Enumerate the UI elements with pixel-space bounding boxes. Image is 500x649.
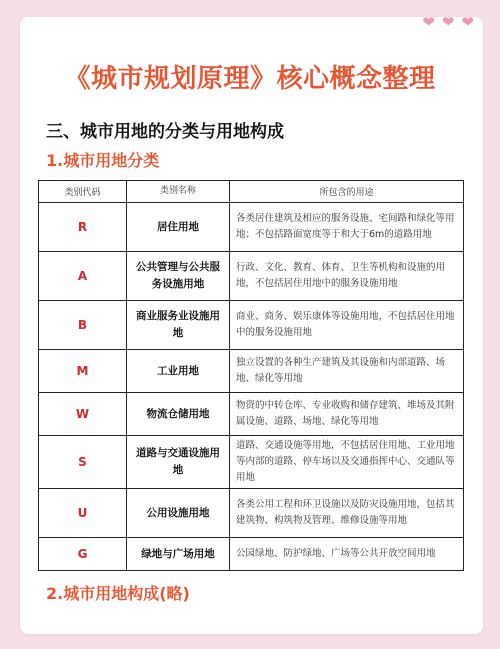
category-name: 物流仓储用地	[127, 393, 230, 436]
table-row	[39, 252, 464, 301]
category-code: B	[39, 301, 127, 350]
table-row	[39, 350, 464, 393]
category-name: 工业用地	[127, 350, 230, 393]
table-row	[39, 436, 464, 489]
land-use-classification-table	[38, 180, 464, 571]
category-usage: 公园绿地、防护绿地、广场等公共开放空间用地	[230, 538, 464, 571]
table-row	[39, 203, 464, 252]
subsection-heading-land-classification: 1.城市用地分类	[46, 151, 160, 170]
category-usage: 道路、交通设施等用地，不包括居住用地、工业用地等内部的道路、停车场以及交通指挥中心、交通队等用地	[230, 436, 464, 489]
category-code: S	[39, 436, 127, 489]
category-code: M	[39, 350, 127, 393]
category-usage: 各类居住建筑及相应的服务设施、宅间路和绿化等用地；不包括路面宽度等于和大于6m的道路用地	[230, 203, 464, 252]
table-row	[39, 489, 464, 538]
heart-icon: ❤	[422, 13, 435, 31]
category-usage: 行政、文化、教育、体育、卫生等机构和设施的用地，不包括居住用地中的服务设施用地	[230, 252, 464, 301]
category-code: G	[39, 538, 127, 571]
category-code: A	[39, 252, 127, 301]
section-heading: 三、城市用地的分类与用地构成	[46, 122, 284, 142]
category-usage: 商业、商务、娱乐康体等设施用地，不包括居住用地中的服务设施用地	[230, 301, 464, 350]
category-name: 公共管理与公共服务设施用地	[127, 252, 230, 301]
category-name: 居住用地	[127, 203, 230, 252]
table-row	[39, 393, 464, 436]
category-usage: 各类公用工程和环卫设施以及防灾设施用地，包括其建筑物、构筑物及管理、维修设施等用地	[230, 489, 464, 538]
column-header-name: 类别名称	[127, 181, 230, 203]
category-name: 商业服务业设施用地	[127, 301, 230, 350]
category-name: 公用设施用地	[127, 489, 230, 538]
category-name: 绿地与广场用地	[127, 538, 230, 571]
subsection-heading-land-composition: 2.城市用地构成(略)	[46, 584, 190, 603]
column-header-usage: 所包含的用途	[230, 181, 464, 203]
heart-icon: ❤	[441, 13, 455, 31]
category-usage: 独立设置的各种生产建筑及其设施和内部道路、场地、绿化等用地	[230, 350, 464, 393]
category-name: 道路与交通设施用地	[127, 436, 230, 489]
column-header-code: 类别代码	[39, 181, 127, 203]
table-row	[39, 538, 464, 571]
category-code: W	[39, 393, 127, 436]
category-code: U	[39, 489, 127, 538]
category-usage: 物资的中转仓库、专业收购和储存建筑、堆场及其附属设施、道路、场地、绿化等用地	[230, 393, 464, 436]
heart-icon: ❤	[461, 13, 474, 31]
heart-decoration	[422, 15, 474, 30]
table-header-row	[39, 181, 464, 203]
category-code: R	[39, 203, 127, 252]
table-row	[39, 301, 464, 350]
page-title: 《城市规划原理》核心概念整理	[64, 64, 436, 94]
